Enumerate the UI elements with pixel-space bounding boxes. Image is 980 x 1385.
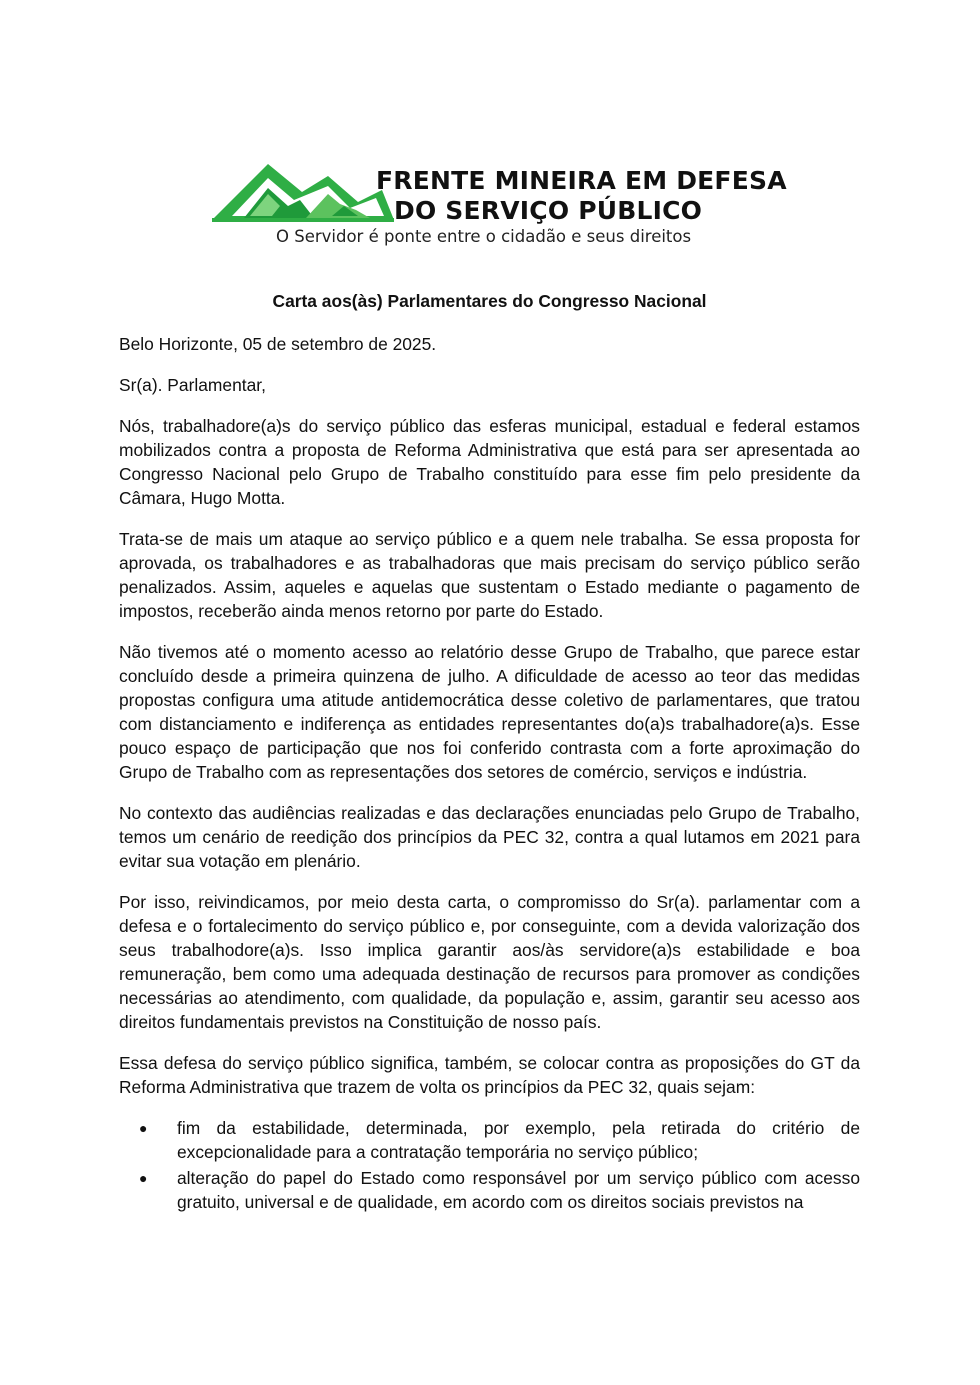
list-item bbox=[119, 1116, 860, 1164]
paragraph: Não tivemos até o momento acesso ao relatório desse Grupo de Trabalho, que parece estar concluído desde a primeira quinzena de julho. A dificuldade de acesso ao teor das medidas propostas configura uma atitude antidemocrática desse coletivo de parlamentares, que tratou com distanciamento e indiferença as entidades representantes do(a)s trabalhadore(a)s. Esse pouco espaço de participação que nos foi conferido contrasta com a forte aproximação do Grupo de Trabalho com as representações dos setores de comércio, serviços e indústria. bbox=[119, 642, 860, 782]
logo-title-line1: FRENTE MINEIRA EM DEFESA bbox=[376, 166, 787, 195]
list-item bbox=[119, 1166, 860, 1214]
organization-logo bbox=[210, 158, 787, 250]
paragraph: Nós, trabalhadore(a)s do serviço público das esferas municipal, estadual e federal estamos mobilizados contra a proposta de Reforma Administrativa que está para ser apresentada ao Congresso Nacional pelo Grupo de Trabalho constituído para esse fim pelo presidente da Câmara, Hugo Motta. bbox=[119, 416, 860, 508]
letter-body bbox=[119, 289, 860, 1216]
salutation: Sr(a). Parlamentar, bbox=[119, 375, 266, 395]
letter-title: Carta aos(às) Parlamentares do Congresso Nacional bbox=[272, 291, 707, 311]
list-item-text: fim da estabilidade, determinada, por exemplo, pela retirada do critério de excepcionalidade para a contratação temporária no serviço público; bbox=[177, 1118, 860, 1162]
paragraph: Essa defesa do serviço público significa, também, se colocar contra as proposições do GT da Reforma Administrativa que trazem de volta os princípios da PEC 32, quais sejam: bbox=[119, 1053, 860, 1097]
paragraph: Trata-se de mais um ataque ao serviço público e a quem nele trabalha. Se essa proposta for aprovada, os trabalhadores e as trabalhadoras que mais precisam do serviço público serão penalizados. Assim, aqueles e aquelas que sustentam o Estado mediante o pagamento de impostos, receberão ainda menos retorno por parte do Estado. bbox=[119, 529, 860, 621]
date-line: Belo Horizonte, 05 de setembro de 2025. bbox=[119, 334, 437, 354]
bullet-list bbox=[119, 1116, 860, 1214]
bullet-icon: ● bbox=[139, 1120, 148, 1136]
paragraph: No contexto das audiências realizadas e das declarações enunciadas pelo Grupo de Trabalho, temos um cenário de reedição dos princípios da PEC 32, contra a qual lutamos em 2021 para evitar sua votação em plenário. bbox=[119, 803, 860, 871]
bullet-icon: ● bbox=[139, 1170, 148, 1186]
list-item-text: alteração do papel do Estado como responsável por um serviço público com acesso gratuito, universal e de qualidade, em acordo com os direitos sociais previstos na bbox=[177, 1168, 860, 1212]
logo-tagline: O Servidor é ponte entre o cidadão e seus direitos bbox=[276, 227, 692, 246]
paragraph: Por isso, reivindicamos, por meio desta carta, o compromisso do Sr(a). parlamentar com a defesa e o fortalecimento do serviço público e, por conseguinte, com a devida valorização dos seus trabalhodore(a)s. Isso implica garantir aos/às servidore(a)s estabilidade e boa remuneração, bem como uma adequada destinação de recursos para promover as condições necessárias ao atendimento, com qualidade, da população e, assim, garantir seu acesso aos direitos fundamentais previstos na Constituição de nosso país. bbox=[119, 892, 860, 1032]
logo-title-line2: DO SERVIÇO PÚBLICO bbox=[394, 196, 703, 225]
